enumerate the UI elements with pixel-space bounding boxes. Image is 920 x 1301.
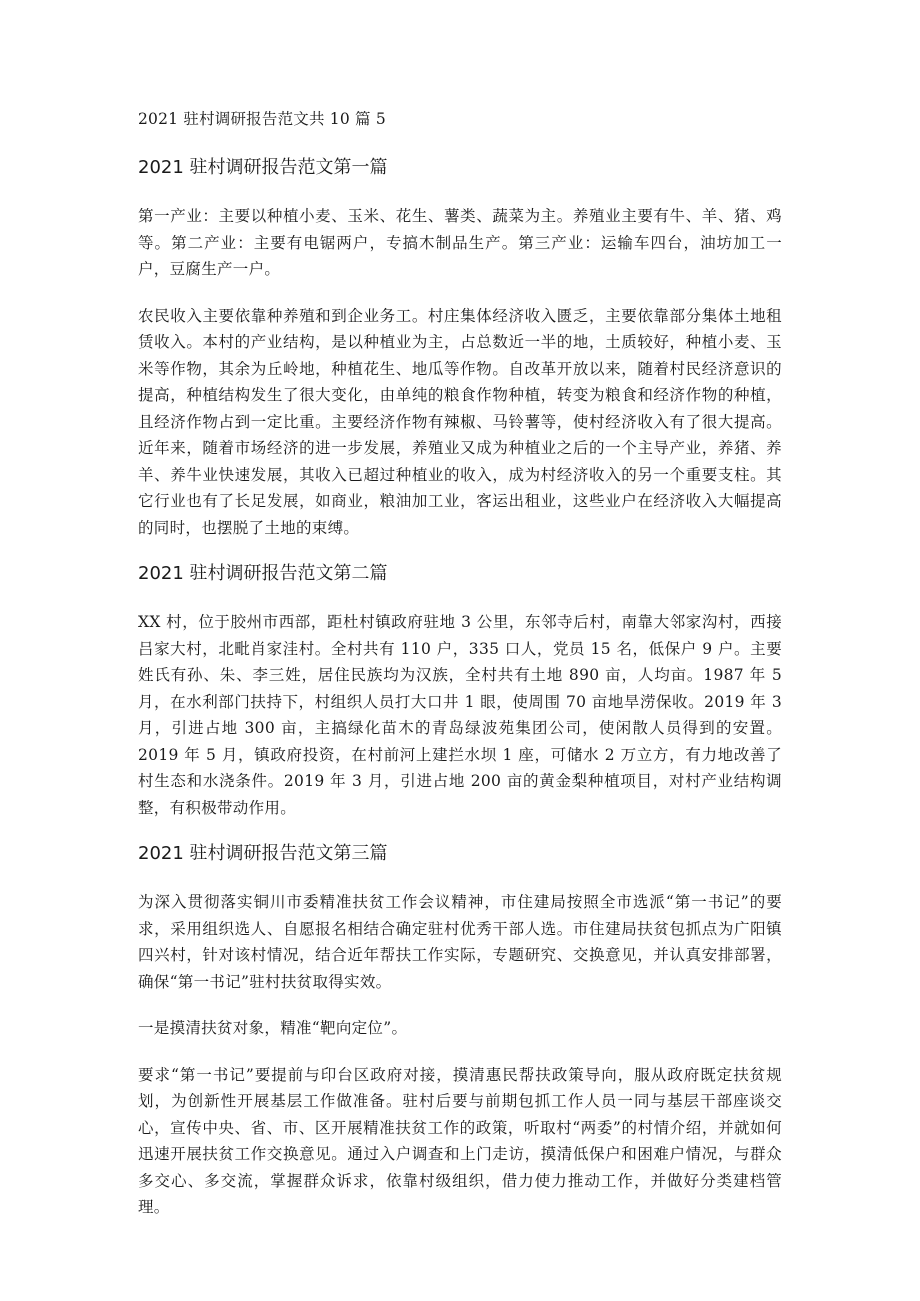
- paragraph: XX 村，位于胶州市西部，距杜村镇政府驻地 3 公里，东邻寺后村，南靠大邻家沟村，西接吕家大村，北毗肖家洼村。全村共有 110 户，335 口人，党员 15 名，低保户 9 户。主要姓氏有孙、朱、李三姓，居住民族均为汉族，全村共有土地 890 亩，人均亩。1987 年 5 月，在水利部门扶持下，村组织人员打大口井 1 眼，使周围 70 亩地旱涝保收。2019 年 3 月，引进占地 300 亩，主搞绿化苗木的青岛绿波苑集团公司，使闲散人员得到的安置。2019 年 5 月，镇政府投资，在村前河上建拦水坝 1 座，可储水 2 万立方，有力地改善了村生态和水浇条件。2019 年 3 月，引进占地 200 亩的黄金梨种植项目，对村产业结构调整，有积极带动作用。: [138, 613, 782, 817]
- section-heading: 2021 驻村调研报告范文第二篇: [138, 563, 388, 584]
- section-2: [138, 561, 782, 821]
- paragraph: 要求“第一书记”要提前与印台区政府对接，摸清惠民帮扶政策导向，服从政府既定扶贫规划，为创新性开展基层工作做准备。驻村后要与前期包抓工作人员一同与基层干部座谈交心，宣传中央、省、市、区开展精准扶贫工作的政策，听取村“两委”的村情介绍，并就如何迅速开展扶贫工作交换意见。通过入户调查和上门走访，摸清低保户和困难户情况，与群众多交心、多交流，掌握群众诉求，依靠村级组织，借力使力推动工作，并做好分类建档管理。: [138, 1065, 782, 1216]
- paragraph: 一是摸清扶贫对象，精准“靶向定位”。: [138, 1019, 408, 1037]
- document-page: [138, 108, 782, 1241]
- section-heading: 2021 驻村调研报告范文第一篇: [138, 157, 388, 178]
- paragraph: 农民收入主要依靠种养殖和到企业务工。村庄集体经济收入匮乏，主要依靠部分集体土地租赁收入。本村的产业结构，是以种植业为主，占总数近一半的地，土质较好，种植小麦、玉米等作物，其余为丘岭地，种植花生、地瓜等作物。自改革开放以来，随着村民经济意识的提高，种植结构发生了很大变化，由单纯的粮食作物种植，转变为粮食和经济作物的种植，且经济作物占到一定比重。主要经济作物有辣椒、马铃薯等，使村经济收入有了很大提高。近年来，随着市场经济的进一步发展，养殖业又成为种植业之后的一个主导产业，养猪、养羊、养牛业快速发展，其收入已超过种植业的收入，成为村经济收入的另一个重要支柱。其它行业也有了长足发展，如商业，粮油加工业，客运出租业，这些业户在经济收入大幅提高的同时，也摆脱了土地的束缚。: [138, 306, 782, 537]
- section-1: [138, 155, 782, 541]
- section-heading: 2021 驻村调研报告范文第三篇: [138, 843, 388, 864]
- document-title: 2021 驻村调研报告范文共 10 篇 5: [138, 110, 386, 128]
- section-3: [138, 841, 782, 1221]
- paragraph: 第一产业：主要以种植小麦、玉米、花生、薯类、蔬菜为主。养殖业主要有牛、羊、猪、鸡等。第二产业：主要有电锯两户，专搞木制品生产。第三产业：运输车四台，油坊加工一户，豆腐生产一户。: [138, 207, 782, 278]
- paragraph: 为深入贯彻落实铜川市委精准扶贫工作会议精神，市住建局按照全市选派“第一书记”的要求，采用组织选人、自愿报名相结合确定驻村优秀干部人选。市住建局扶贫包抓点为广阳镇四兴村，针对该村情况，结合近年帮扶工作实际，专题研究、交换意见，并认真安排部署，确保“第一书记”驻村扶贫取得实效。: [138, 893, 782, 991]
